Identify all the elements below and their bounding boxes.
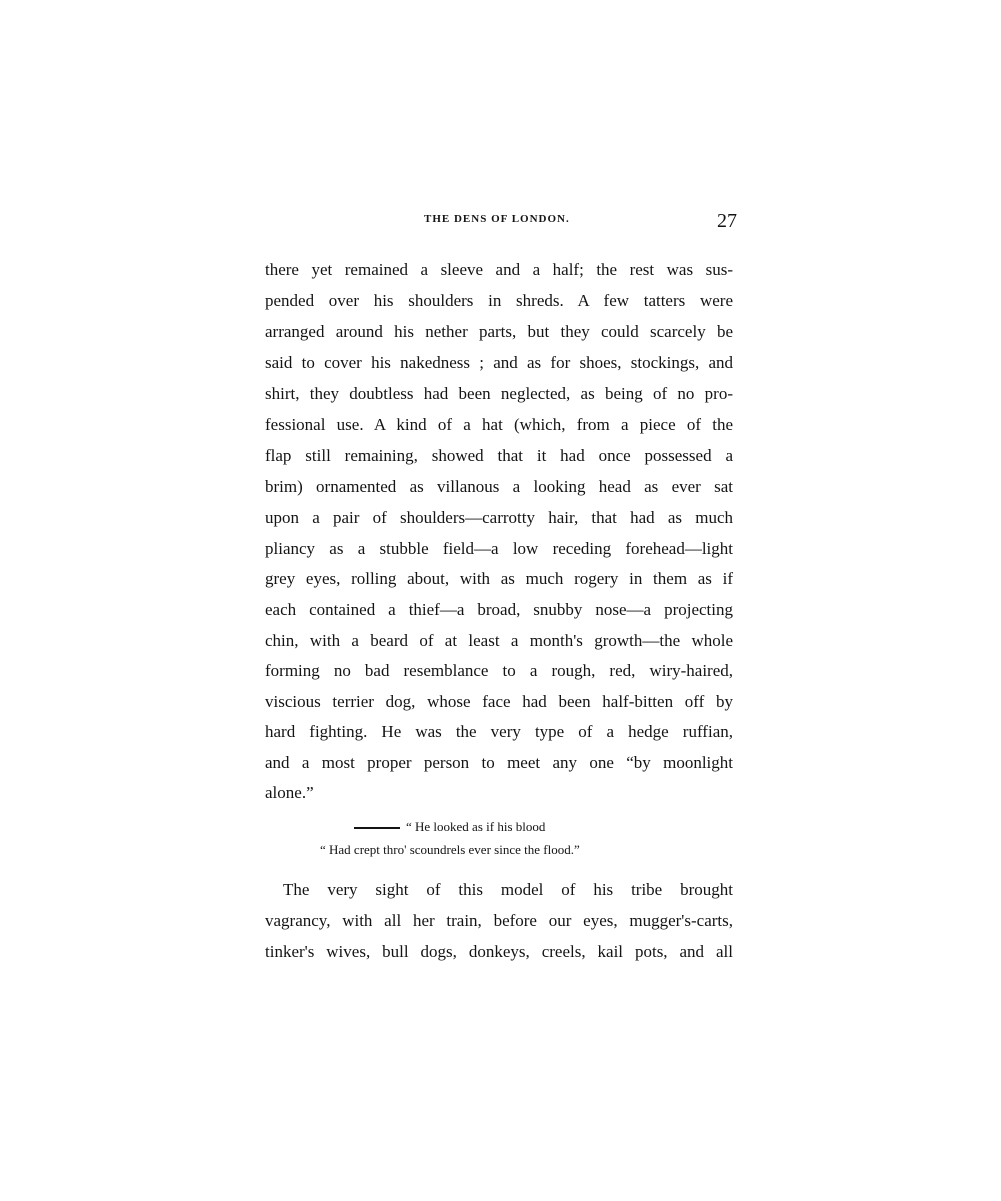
text-line: flap still remaining, showed that it had once possessed a <box>265 446 733 465</box>
text-line: hard fighting. He was the very type of a hedge ruffian, <box>265 722 733 741</box>
text-line: forming no bad resemblance to a rough, red, wiry-haired, <box>265 661 733 680</box>
text-line: viscious terrier dog, whose face had been half-bitten off by <box>265 692 733 711</box>
text-line: and a most proper person to meet any one “by moonlight <box>265 753 733 772</box>
text-line: pliancy as a stubble field—a low receding forehead—light <box>265 539 733 558</box>
text-line: alone.” <box>265 783 314 802</box>
quotation-line-2: “ Had crept thro' scoundrels ever since the flood.” <box>320 842 580 857</box>
text-line: shirt, they doubtless had been neglected, as being of no pro- <box>265 384 733 403</box>
running-head: THE DENS OF LONDON. <box>424 213 570 225</box>
text-line: said to cover his nakedness ; and as for shoes, stockings, and <box>265 353 733 372</box>
text-line: each contained a thief—a broad, snubby nose—a projecting <box>265 600 733 619</box>
quotation-text: “ He looked as if his blood <box>406 819 546 834</box>
text-line: vagrancy, with all her train, before our eyes, mugger's-carts, <box>265 911 733 930</box>
text-line: The very sight of this model of his tribe brought <box>283 880 733 899</box>
text-line: upon a pair of shoulders—carrotty hair, that had as much <box>265 508 733 527</box>
page-number: 27 <box>717 210 737 232</box>
text-line: chin, with a beard of at least a month's growth—the whole <box>265 631 733 650</box>
text-line: brim) ornamented as villanous a looking head as ever sat <box>265 477 733 496</box>
text-line: pended over his shoulders in shreds. A few tatters were <box>265 291 733 310</box>
text-line: fessional use. A kind of a hat (which, from a piece of the <box>265 415 733 434</box>
text-line: grey eyes, rolling about, with as much rogery in them as if <box>265 569 733 588</box>
text-line: there yet remained a sleeve and a half; the rest was sus- <box>265 260 733 279</box>
dash-rule <box>354 827 400 829</box>
text-line: arranged around his nether parts, but they could scarcely be <box>265 322 733 341</box>
text-line: tinker's wives, bull dogs, donkeys, creels, kail pots, and all <box>265 942 733 961</box>
quotation-line-1 <box>354 817 545 837</box>
